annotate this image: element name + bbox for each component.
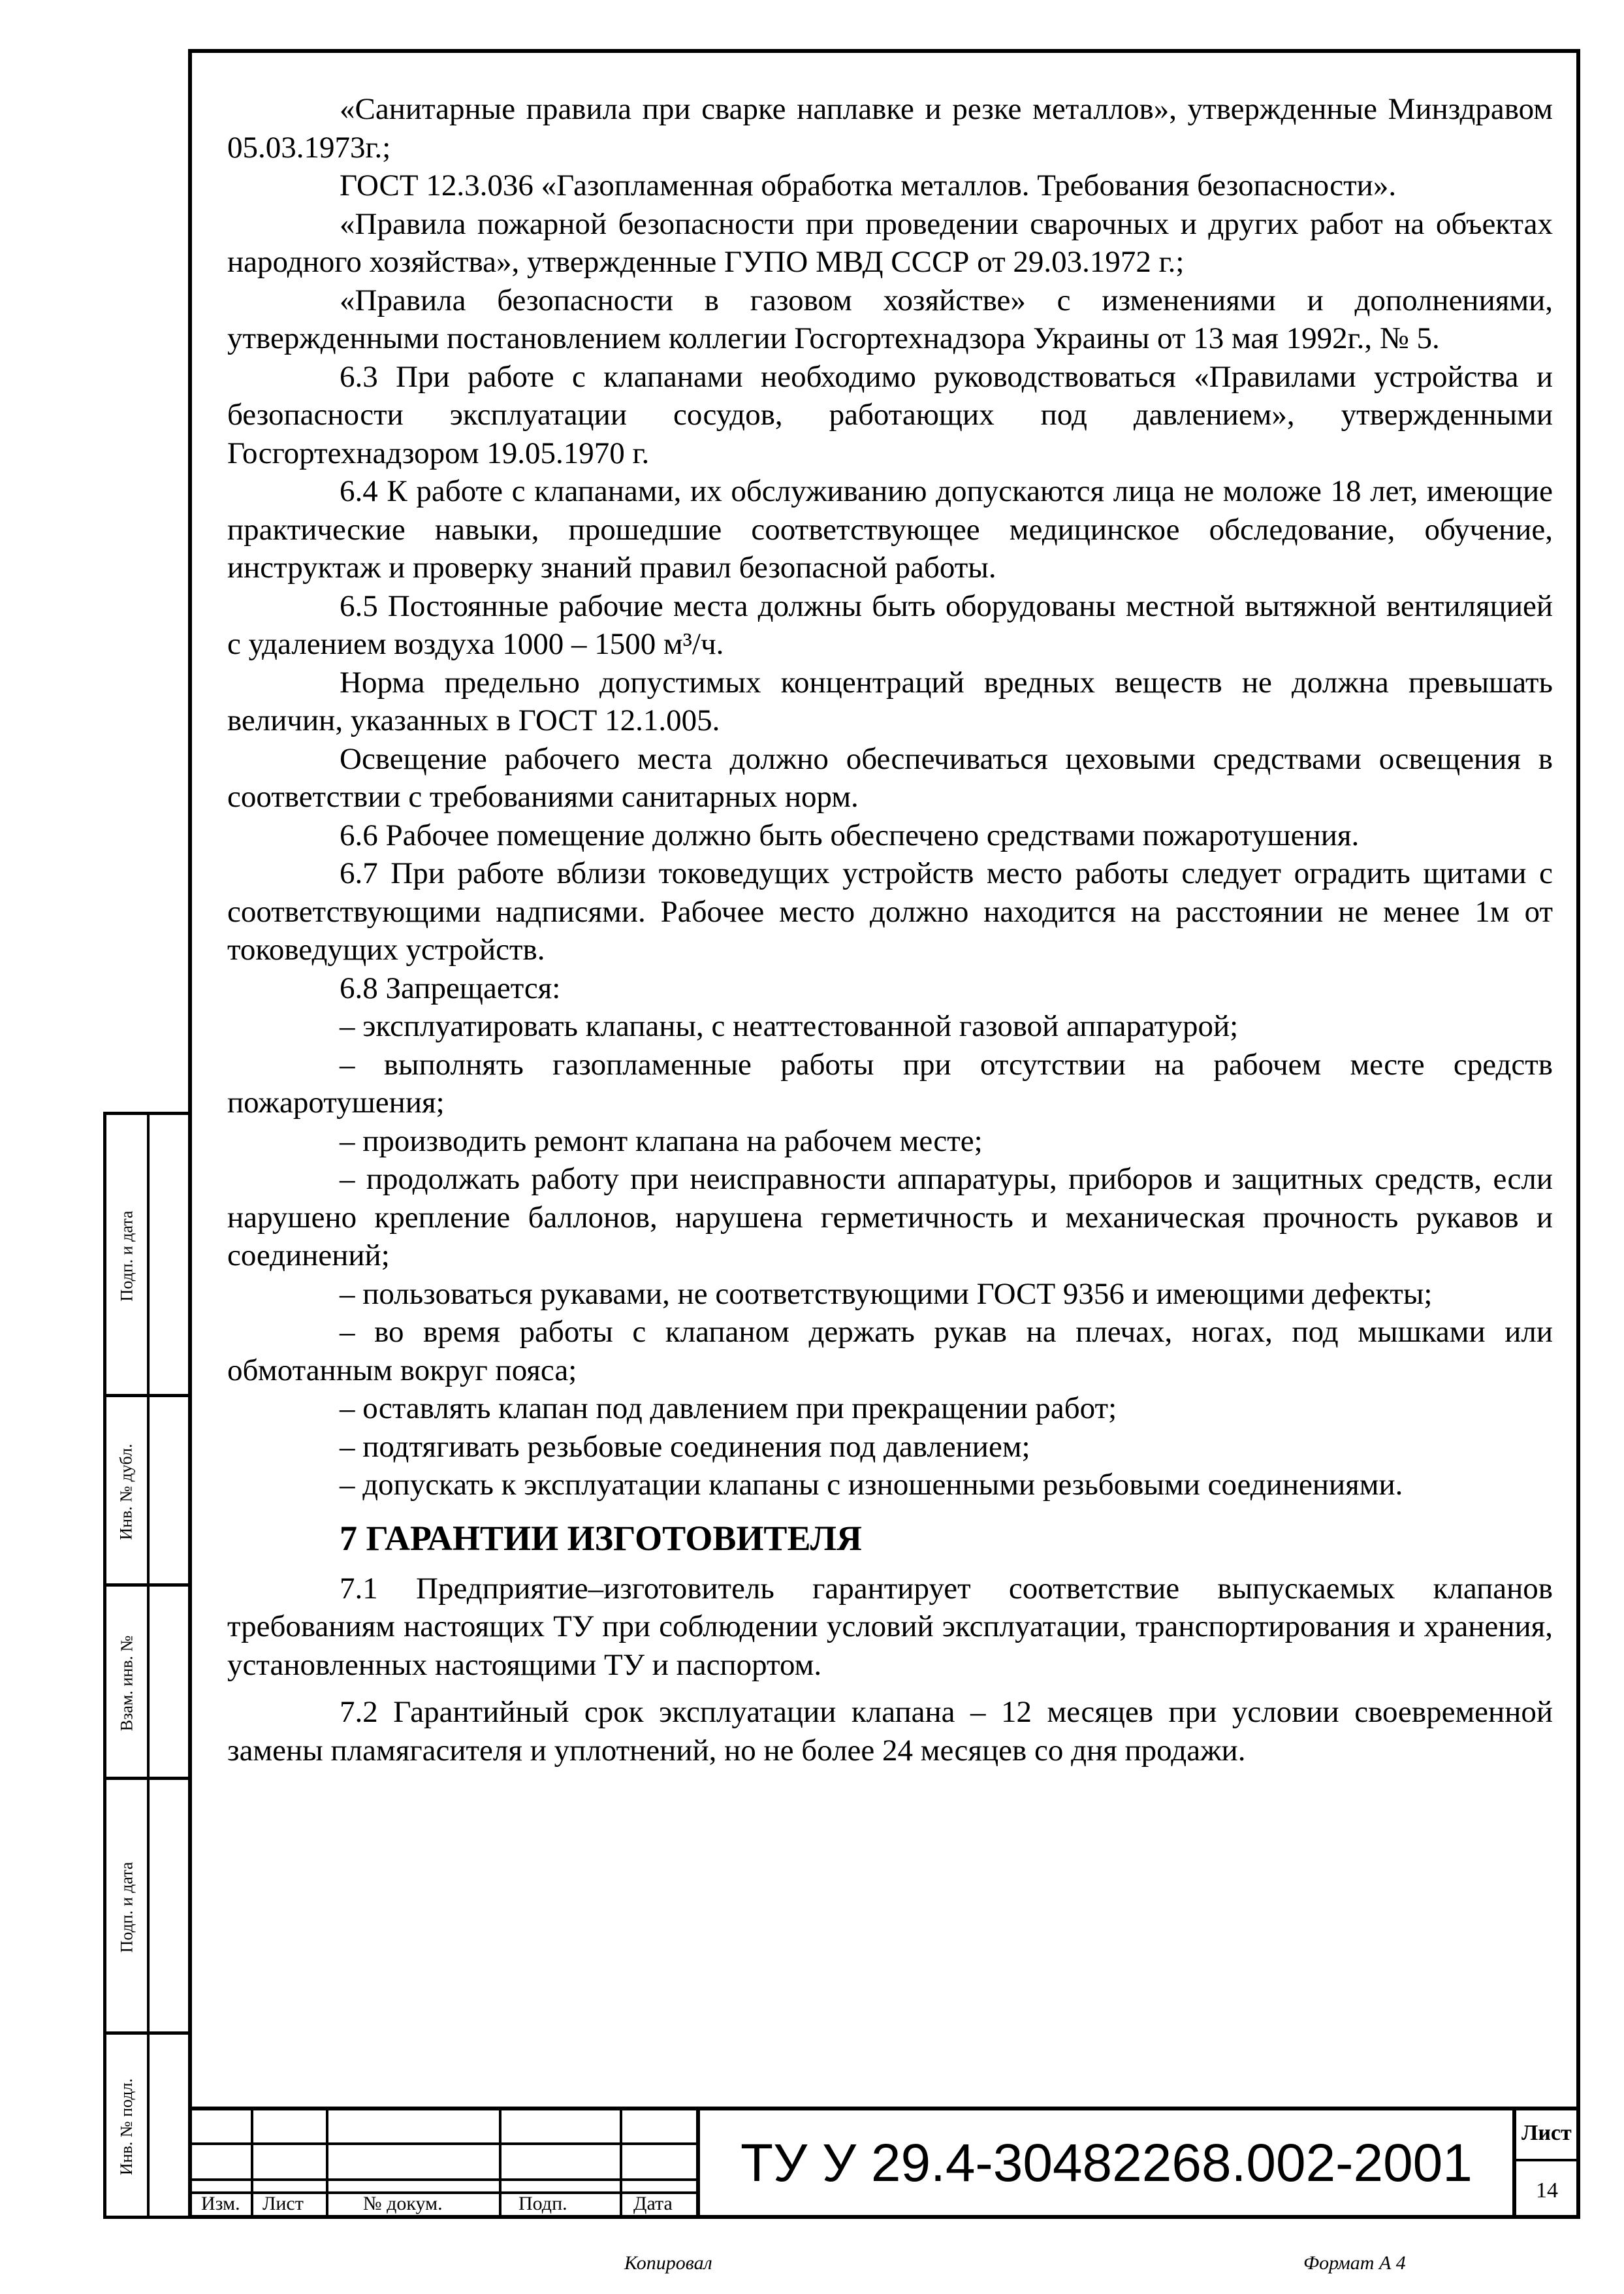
side-cell	[106, 1397, 192, 1587]
side-strip	[103, 1112, 192, 2219]
document-designation: ТУ У 29.4-30482268.002-2001	[740, 2133, 1473, 2193]
section-heading: 7 ГАРАНТИИ ИЗГОТОВИТЕЛЯ	[340, 1518, 862, 1558]
paragraph: 6.5 Постоянные рабочие места должны быть оборудованы местной вытяжной вентиляцией с удалением воздуха 1000 – 1500 м³/ч.	[227, 589, 1553, 661]
list-item: – оставлять клапан под давлением при прекращении работ;	[340, 1391, 1117, 1425]
sheet-label: Лист	[1521, 2121, 1572, 2145]
paragraph: «Правила пожарной безопасности при проведении сварочных и других работ на объектах народного хозяйства», утвержденные ГУПО МВД СССР от 29.03.1972 г.;	[227, 206, 1553, 279]
paragraph: 6.3 При работе с клапанами необходимо руководствоваться «Правилами устройства и безопасности эксплуатации сосудов, работающих под давлением», утвержденными Госгортехнадзором 19.05.1970 г.	[227, 359, 1553, 470]
paragraph: ГОСТ 12.3.036 «Газопламенная обработка металлов. Требования безопасности».	[340, 169, 1397, 202]
side-label: Инв. № дубл.	[117, 1444, 136, 1540]
list-item: – подтягивать резьбовые соединения под давлением;	[340, 1429, 1030, 1464]
title-block	[192, 2107, 1580, 2219]
footer-format: Формат А 4	[1303, 2252, 1406, 2274]
paragraph: «Правила безопасности в газовом хозяйстве» с изменениями и дополнениями, утвержденными постановлением коллегии Госгортехнадзора Украины от 13 мая 1992г., № 5.	[227, 283, 1553, 355]
paragraph-list	[227, 90, 1553, 1504]
list-item: – допускать к эксплуатации клапаны с изношенными резьбовыми соединениями.	[340, 1468, 1403, 1502]
sheet-number: 14	[1536, 2178, 1558, 2203]
side-cell	[106, 1780, 192, 2035]
col-podp: Подп.	[518, 2193, 567, 2214]
document-body	[227, 90, 1553, 1769]
list-item: – пользоваться рукавами, не соответствующими ГОСТ 9356 и имеющими дефекты;	[340, 1276, 1433, 1311]
side-cell	[106, 1587, 192, 1780]
paragraph: «Санитарные правила при сварке наплавке и резке металлов», утвержденные Минздравом 05.03.1973г.;	[227, 92, 1553, 165]
footer-copied: Копировал	[624, 2252, 712, 2274]
paragraph: Освещение рабочего места должно обеспечиваться цеховыми средствами освещения в соответствии с требованиями санитарных норм.	[227, 741, 1553, 814]
col-izm: Изм.	[201, 2193, 240, 2214]
side-label: Подп. и дата	[117, 1210, 136, 1302]
side-label: Подп. и дата	[117, 1862, 136, 1953]
side-label: Инв. № подл.	[117, 2078, 136, 2176]
side-cell	[106, 2035, 192, 2219]
side-cell	[106, 1115, 192, 1397]
col-data: Дата	[633, 2193, 673, 2214]
paragraph: 6.4 К работе с клапанами, их обслуживанию допускаются лица не моложе 18 лет, имеющие практические навыки, прошедшие соответствующее медицинское обследование, обучение, инструктаж и проверку знаний правил безопасной работы.	[227, 474, 1553, 585]
col-list: Лист	[263, 2193, 304, 2214]
list-item: – эксплуатировать клапаны, с неаттестованной газовой аппаратурой;	[340, 1009, 1239, 1043]
list-item: – продолжать работу при неисправности аппаратуры, приборов и защитных средств, если нарушено крепление баллонов, нарушена герметичность и механическая прочность рукавов и соединений;	[227, 1162, 1553, 1272]
paragraph-7-1: 7.1 Предприятие–изготовитель гарантирует соответствие выпускаемых клапанов требованиям настоящих ТУ при соблюдении условий эксплуатации, транспортирования и хранения, установленных настоящими ТУ и паспортом.	[227, 1571, 1553, 1682]
paragraph-7-2: 7.2 Гарантийный срок эксплуатации клапана – 12 месяцев при условии своевременной замены пламягасителя и уплотнений, но не более 24 месяцев со дня продажи.	[227, 1695, 1553, 1768]
list-item: – во время работы с клапаном держать рукав на плечах, ногах, под мышками или обмотанным вокруг пояса;	[227, 1315, 1553, 1387]
list-item: – выполнять газопламенные работы при отсутствии на рабочем месте средств пожаротушения;	[227, 1047, 1553, 1120]
side-label: Взам. инв. №	[117, 1635, 136, 1732]
list-item: – производить ремонт клапана на рабочем месте;	[340, 1123, 983, 1158]
paragraph: 6.6 Рабочее помещение должно быть обеспечено средствами пожаротушения.	[340, 818, 1360, 852]
paragraph: Норма предельно допустимых концентраций вредных веществ не должна превышать величин, указанных в ГОСТ 12.1.005.	[227, 665, 1553, 737]
paragraph: 6.7 При работе вблизи токоведущих устройств место работы следует оградить щитами с соответствующими надписями. Рабочее место должно находится на расстоянии не менее 1м от токоведущих устройств.	[227, 856, 1553, 967]
paragraph: 6.8 Запрещается:	[340, 971, 561, 1005]
col-doc: № докум.	[363, 2193, 443, 2214]
